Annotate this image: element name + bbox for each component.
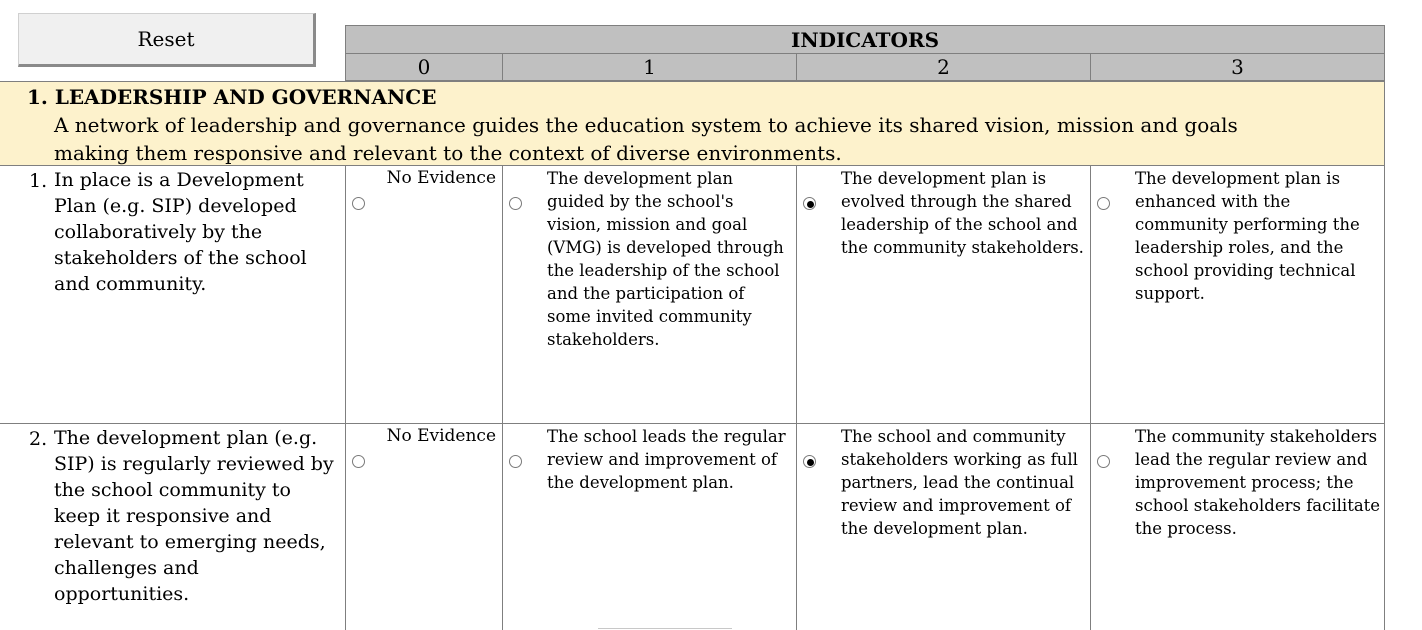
item-number: 2. — [29, 428, 48, 450]
item2-level0-radio[interactable] — [352, 455, 365, 468]
no-evidence-label: No Evidence — [386, 168, 496, 188]
indicators-header: INDICATORS — [345, 25, 1385, 54]
item2-level1-radio[interactable] — [509, 455, 522, 468]
grid-line — [1384, 165, 1385, 630]
level3-description: The community stakeholders lead the regular review and improvement process; the school stakeholders facilitate the process. — [1135, 427, 1381, 538]
item-text: The development plan (e.g. SIP) is regularly reviewed by the school community to keep it responsive and relevant to emerging needs, challenges and opportunities. — [54, 427, 334, 605]
section-title: 1. LEADERSHIP AND GOVERNANCE — [27, 85, 437, 109]
grid-line — [796, 165, 797, 630]
level1-description: The school leads the regular review and improvement of the development plan. — [547, 427, 786, 492]
item2-level3-radio[interactable] — [1097, 455, 1110, 468]
level-header-3: 3 — [1090, 53, 1385, 81]
level3-description: The development plan is enhanced with the community performing the leadership roles, and the school providing technical support. — [1135, 169, 1360, 303]
item1-level3-radio[interactable] — [1097, 197, 1110, 210]
grid-line — [1384, 81, 1385, 165]
item2-level2-radio[interactable] — [803, 455, 816, 468]
grid-line — [0, 423, 1385, 424]
item1-level0-radio[interactable] — [352, 197, 365, 210]
item1-level1-radio[interactable] — [509, 197, 522, 210]
level2-description: The development plan is evolved through the shared leadership of the school and the community stakeholders. — [841, 169, 1084, 257]
level-header-1: 1 — [502, 53, 797, 81]
grid-line — [345, 165, 346, 630]
item-number: 1. — [29, 170, 48, 192]
grid-line — [1090, 165, 1091, 630]
level-header-0: 0 — [345, 53, 503, 81]
level-header-2: 2 — [796, 53, 1091, 81]
item1-level2-radio[interactable] — [803, 197, 816, 210]
no-evidence-label: No Evidence — [386, 426, 496, 446]
grid-line — [502, 165, 503, 630]
reset-button[interactable]: Reset — [18, 13, 316, 67]
level2-description: The school and community stakeholders working as full partners, lead the continual review and improvement of the development plan. — [841, 427, 1078, 538]
grid-line — [0, 81, 1385, 82]
grid-line — [598, 628, 732, 629]
item-text: In place is a Development Plan (e.g. SIP) developed collaboratively by the stakeholders of the school and community. — [54, 169, 307, 295]
level1-description: The development plan guided by the school's vision, mission and goal (VMG) is developed through the leadership of the school and the participation of some invited community stakeholders. — [547, 169, 784, 349]
section-description: A network of leadership and governance guides the education system to achieve its shared vision, mission and goals making them responsive and relevant to the context of diverse environments. — [54, 113, 1238, 165]
